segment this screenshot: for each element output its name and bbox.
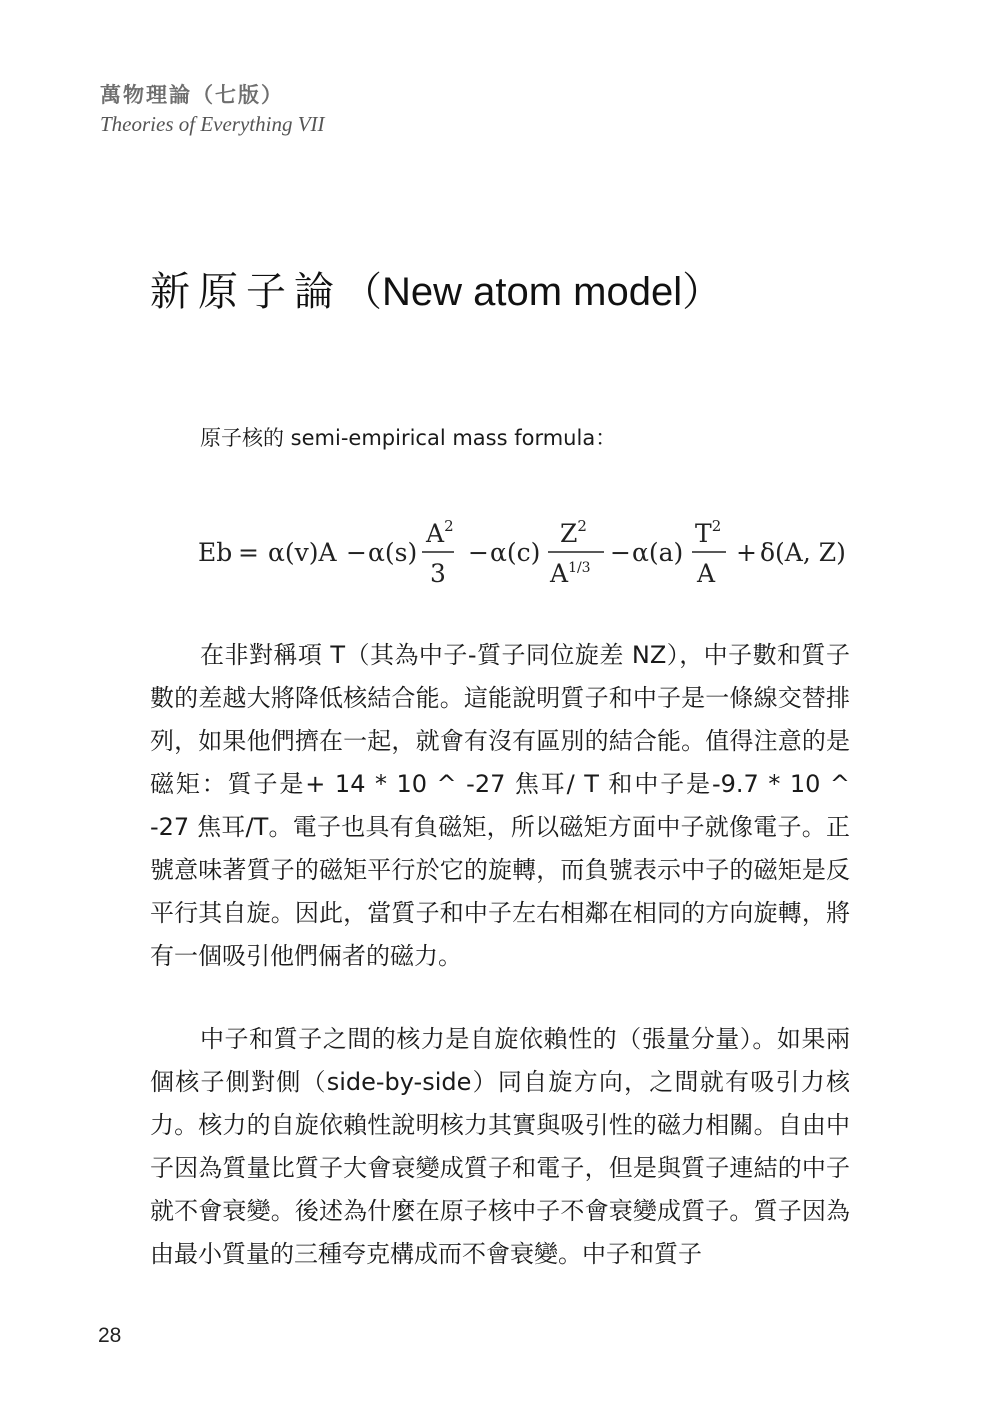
book-title-chinese: 萬物理論（七版） [100, 83, 284, 107]
formula-asymmetry-den: A [697, 559, 716, 588]
body-paragraph-1: 在非對稱項 T（其為中子-質子同位旋差 NZ），中子數和質子數的差越大將降低核結合能。這能說明質子和中子是一條線交替排列，如果他們擠在一起，就會有沒有區別的結合能。值得注意的是磁矩：質子是+ 14 * 10 ^ -27 焦耳/ T 和中子是-9.7 * 10 ^ -27 焦耳/T。電子也具有負磁矩，所以磁矩方面中子就像電子。正號意味著質子的磁矩平行於它的旋轉，而負號表示中子的磁矩是反平行其自旋。因此，當質子和中子左右相鄰在相同的方向旋轉，將有一個吸引他們倆者的磁力。 [150, 641, 850, 970]
formula-lhs: Eb [198, 538, 233, 567]
formula-surface-coef: α(s) [368, 538, 418, 567]
book-title-english: Theories of Everything VII [100, 112, 325, 136]
mass-formula-svg [198, 510, 858, 590]
formula-coulomb-num: $Z^2$ [560, 517, 587, 548]
formula-intro: 原子核的 semi-empirical mass formula： [200, 426, 617, 450]
chapter-title-english: （New atom model） [342, 270, 723, 314]
formula-pairing-term: δ(A, Z) [760, 538, 846, 567]
body-paragraph-2: 中子和質子之間的核力是自旋依賴性的（張量分量）。如果兩個核子側對側（side-by-side）同自旋方向，之間就有吸引力核力。核力的自旋依賴性說明核力其實與吸引性的磁力相關。自由中子因為質量比質子大會衰變成質子和電子，但是與質子連結的中子就不會衰變。後述為什麼在原子核中子不會衰變成質子。質子因為由最小質量的三種夸克構成而不會衰變。中子和質子 [150, 1025, 850, 1268]
formula-equals: = [238, 538, 259, 567]
formula-plus: + [736, 538, 757, 567]
formula-volume-term: α(v)A [268, 538, 337, 567]
formula-surface-den: 3 [430, 559, 446, 588]
formula-coulomb-coef: α(c) [490, 538, 541, 567]
running-head [100, 80, 325, 138]
page-number: 28 [98, 1324, 122, 1347]
formula-minus-2: − [468, 538, 489, 567]
formula-minus-3: − [610, 538, 631, 567]
formula-asymmetry-coef: α(a) [632, 538, 684, 567]
chapter-title-chinese: 新原子論 [150, 269, 342, 315]
formula-asymmetry-num: $T^2$ [695, 517, 722, 548]
formula-minus-1: − [346, 538, 367, 567]
formula-surface-num: $A^2$ [426, 517, 454, 548]
mass-formula [198, 510, 858, 590]
chapter-title [150, 262, 722, 322]
formula-coulomb-den: $A^{1/3}$ [550, 559, 591, 588]
